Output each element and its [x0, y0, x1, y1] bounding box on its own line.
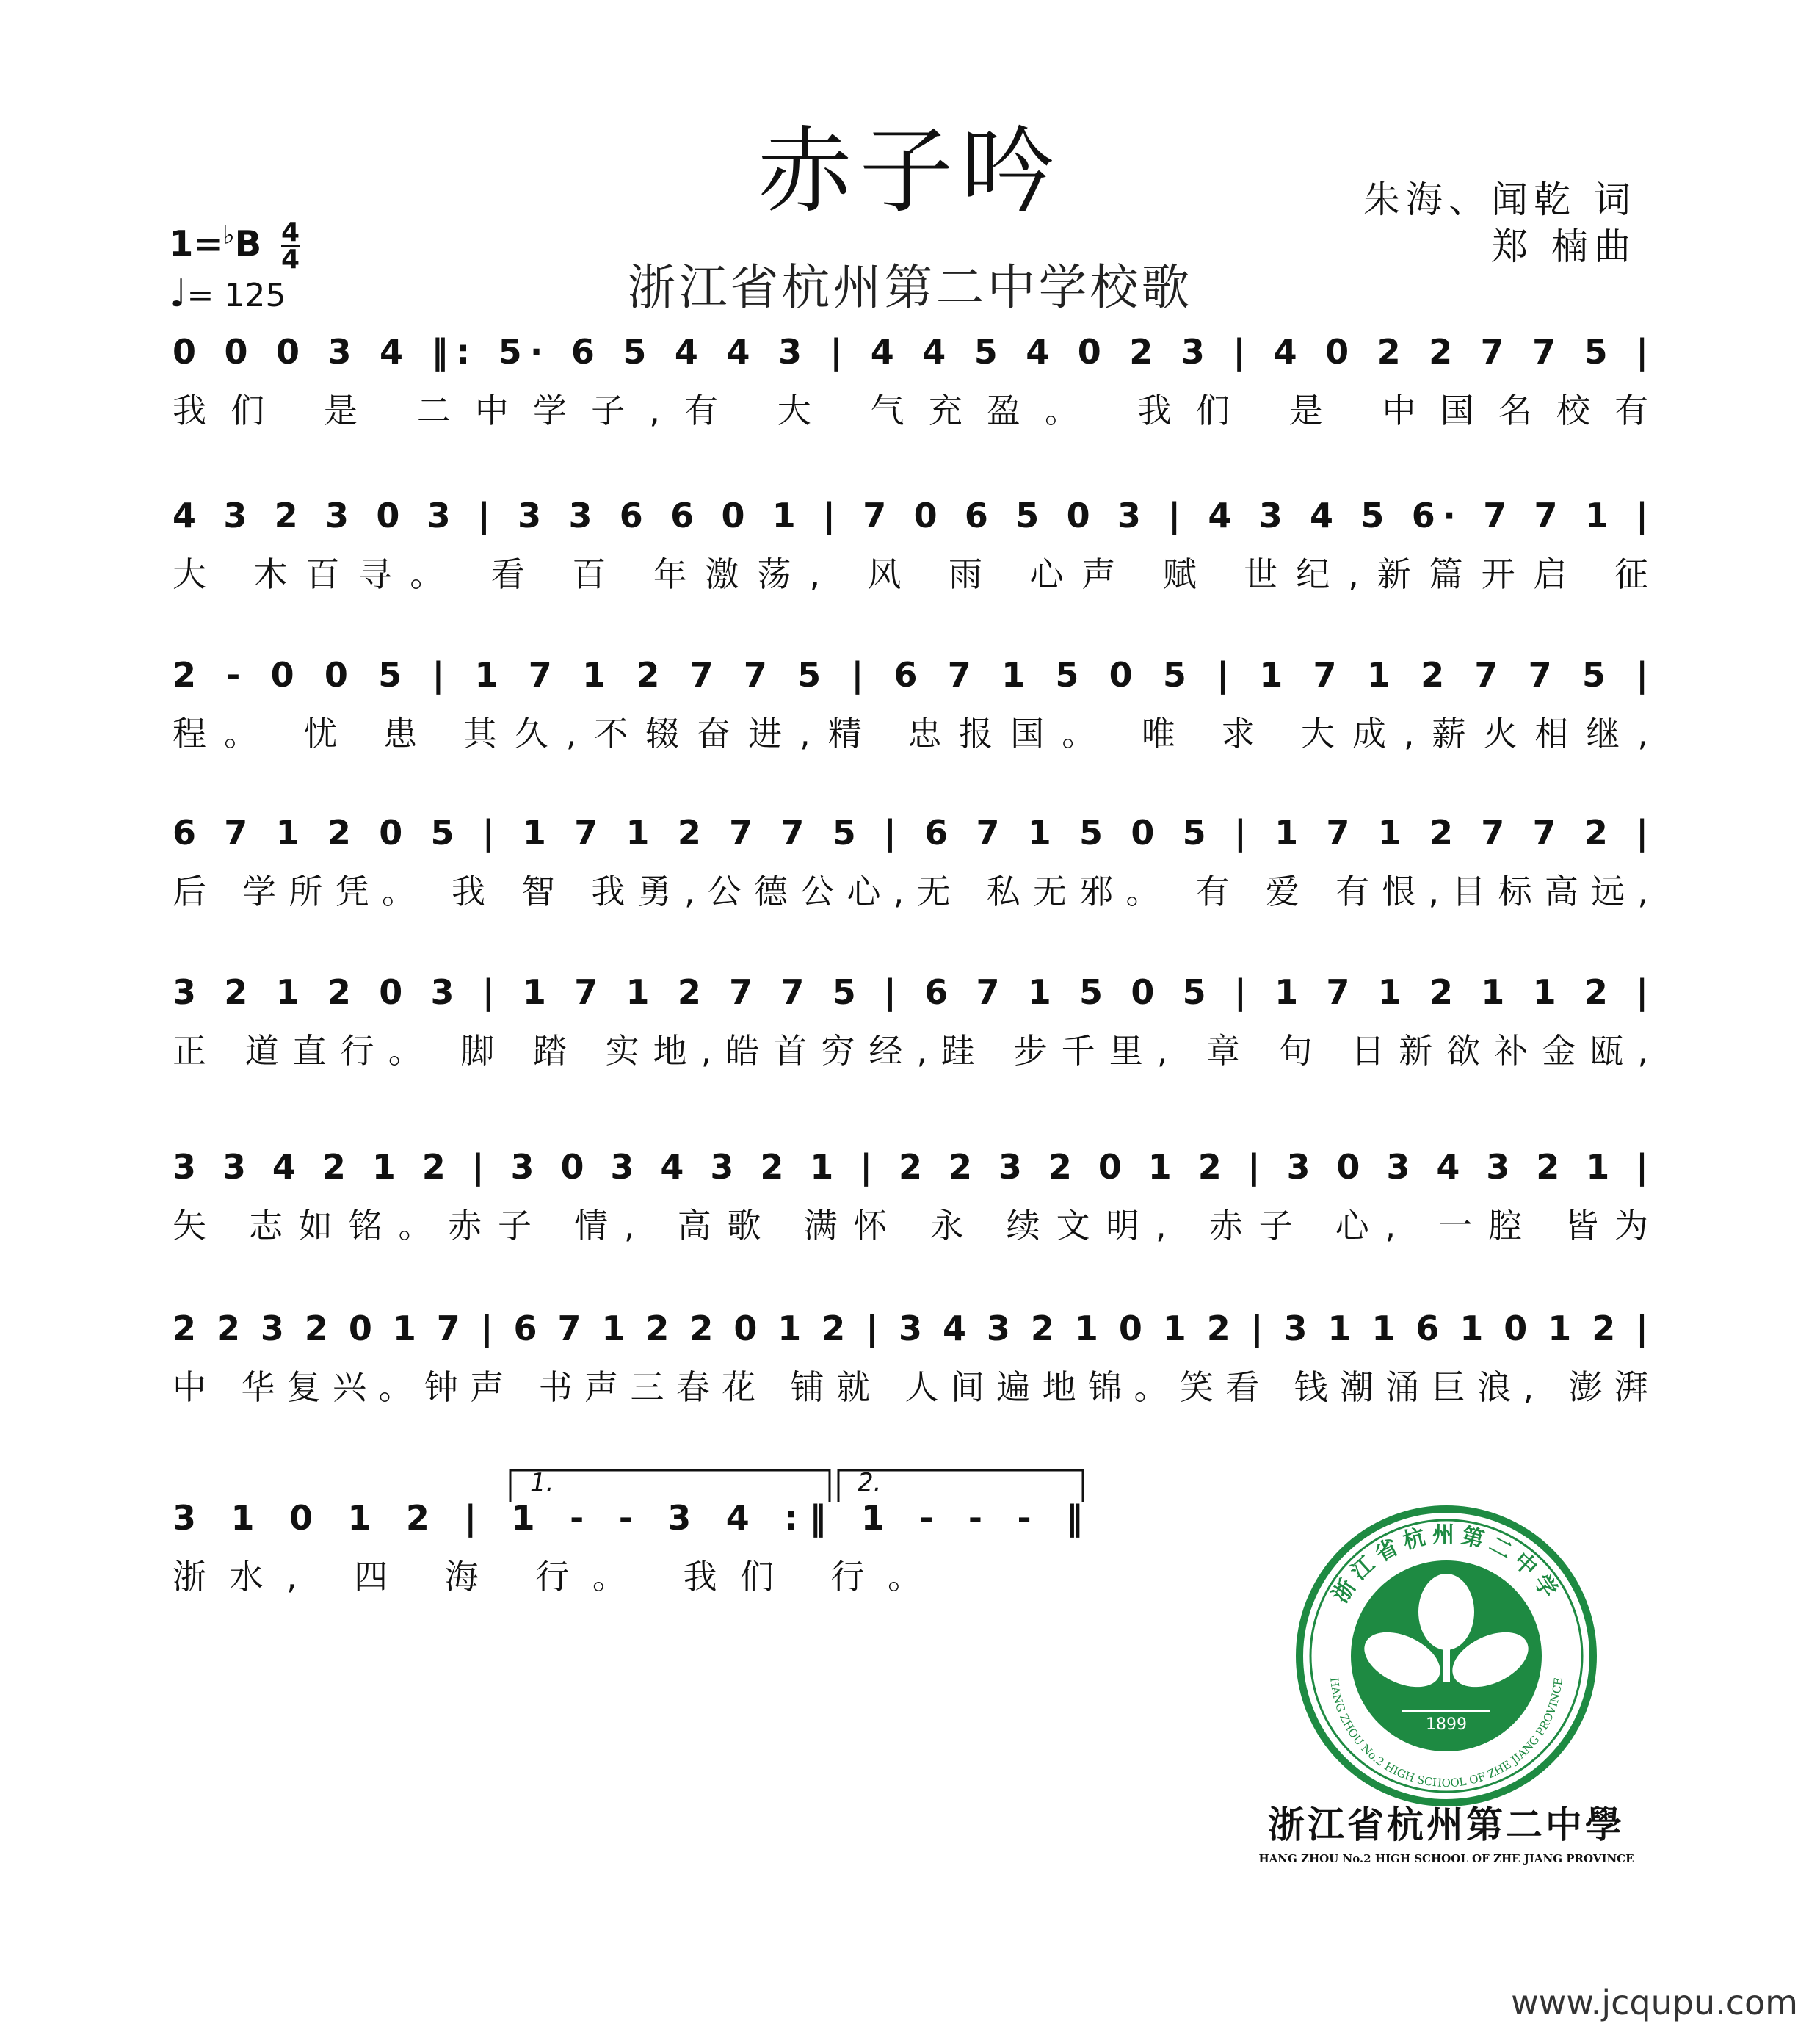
key-flat: ♭ [222, 220, 235, 250]
lyrics-row-6: 矢 志如铭。赤子 情, 高歌 满怀 永 续文明, 赤子 心, 一腔 皆为 [173, 1206, 1649, 1245]
notation-row-6: 3 3 4 2 1 2 | 3 0 3 4 3 2 1 | 2 2 3 2 0 1 2 | 3 0 3 4 3 2 1 | [173, 1147, 1648, 1187]
volta-second-label: 2. [858, 1468, 882, 1497]
school-logo [1292, 1502, 1600, 1810]
logo-ring-text-cn: 浙江省杭州第二中学 [1327, 1522, 1565, 1608]
notation-row-8: 3 1 0 1 2 | 1 - - 3 4 :‖ 1 - - - ‖ [173, 1498, 1084, 1538]
logo-year: 1899 [1426, 1715, 1467, 1734]
key-note: B [234, 223, 262, 265]
notation-row-7: 2 2 3 2 0 1 7 | 6 7 1 2 2 0 1 2 | 3 4 3 2 1 0 1 2 | 3 1 1 6 1 0 1 2 | [173, 1309, 1648, 1348]
lyrics-row-3: 程。 忧 患 其久,不辍奋进,精 忠报国。 唯 求 大成,薪火相继, [173, 714, 1649, 753]
lyrics-row-5: 正 道直行。 脚 踏 实地,皓首穷经,跬 步千里, 章 句 日新欲补金瓯, [173, 1031, 1649, 1071]
website-watermark: www.jcqupu.com [1511, 1983, 1798, 2022]
lyrics-row-7: 中 华复兴。钟声 书声三春花 铺就 人间遍地锦。笑看 钱潮涌巨浪, 澎湃 [173, 1367, 1648, 1407]
lyrics-row-1: 我们 是 二中学子,有 大 气充盈。 我们 是 中国名校有 [173, 391, 1648, 430]
lyrics-row-2: 大 木百寻。 看 百 年激荡, 风 雨 心声 赋 世纪,新篇开启 征 [173, 554, 1649, 594]
notation-row-3: 2 - 0 0 5 | 1 7 1 2 7 7 5 | 6 7 1 5 0 5 | 1 7 1 2 7 7 5 | [173, 655, 1648, 695]
song-subtitle: 浙江省杭州第二中学校歌 [627, 259, 1193, 316]
notation-row-4: 6 7 1 2 0 5 | 1 7 1 2 7 7 5 | 6 7 1 5 0 5 | 1 7 1 2 7 7 2 | [173, 813, 1648, 853]
volta-brackets [510, 1468, 1083, 1502]
tempo-value: = 125 [186, 277, 286, 314]
score-rows [173, 332, 1648, 1596]
song-title: 赤子吟 [758, 117, 1062, 226]
lyrics-row-4: 后 学所凭。 我 智 我勇,公德公心,无 私无邪。 有 爱 有恨,目标高远, [173, 872, 1648, 911]
notation-row-2: 4 3 2 3 0 3 | 3 3 6 6 0 1 | 7 0 6 5 0 3 | 4 3 4 5 6· 7 7 1 | [173, 496, 1648, 535]
school-name-en: HANG ZHOU No.2 HIGH SCHOOL OF ZHE JIANG PROVINCE [1258, 1852, 1634, 1865]
time-sig-top: 4 [280, 217, 300, 247]
composer-credit: 郑 楠曲 [1491, 225, 1636, 268]
volta-first-bracket [510, 1470, 830, 1502]
logo-ring-text-en: HANG ZHOU No.2 HIGH SCHOOL OF ZHE JIANG PROVINCE [1327, 1677, 1565, 1790]
quarter-note-icon: ♩ [169, 272, 187, 316]
notation-row-1: 0 0 0 3 4 ‖: 5· 6 5 4 4 3 | 4 4 5 4 0 2 3 | 4 0 2 2 7 7 5 | [173, 332, 1648, 372]
lyrics-row-8: 浙水, 四 海 行。 我们 行。 [173, 1557, 921, 1596]
lyricist-credit: 朱海、闻乾 词 [1363, 178, 1636, 221]
volta-first-label: 1. [530, 1468, 554, 1497]
time-sig-bottom: 4 [280, 245, 300, 275]
notation-row-5: 3 2 1 2 0 3 | 1 7 1 2 7 7 5 | 6 7 1 5 0 5 | 1 7 1 2 1 1 2 | [173, 972, 1648, 1012]
school-name-cn: 浙江省杭州第二中學 [1268, 1803, 1625, 1846]
key-prefix: 1= [169, 223, 223, 265]
